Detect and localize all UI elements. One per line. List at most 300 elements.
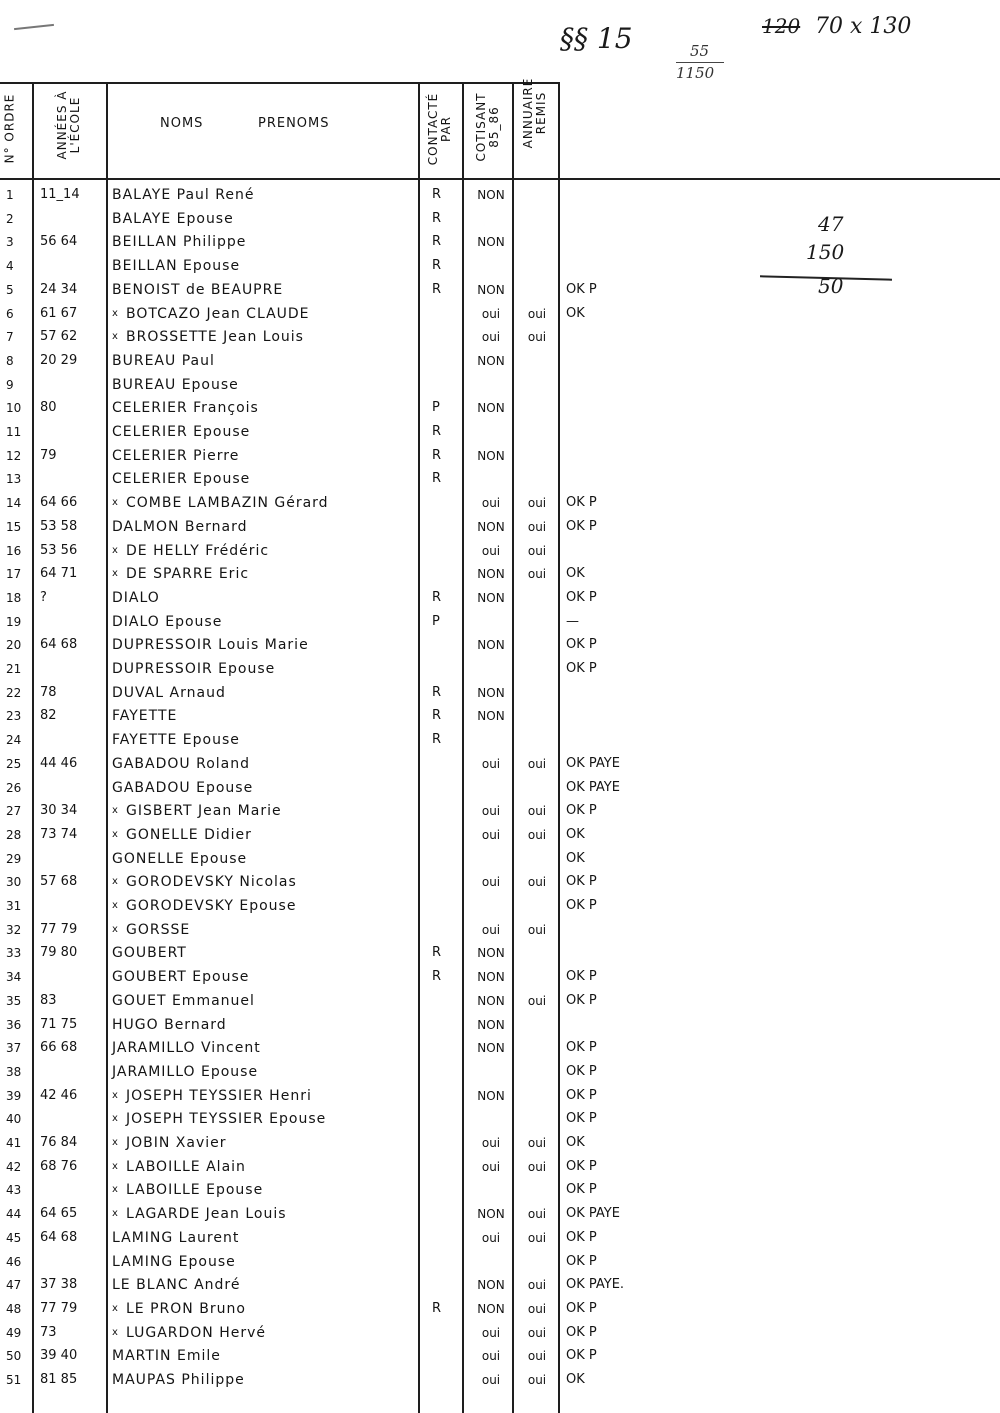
row-contact [432, 1273, 452, 1297]
row-number: 40 [6, 1112, 22, 1127]
row-cotisant: NON [477, 709, 505, 724]
row-annuaire: oui [527, 1136, 547, 1150]
row-annuaire [518, 847, 556, 871]
row-name: BEILLAN Philippe [112, 234, 247, 251]
row-name: COMBE LAMBAZIN Gérard [126, 495, 329, 512]
row-cotisant: oui [481, 1136, 501, 1150]
row-name: GORODEVSKY Epouse [126, 898, 297, 914]
row-contact [432, 1131, 452, 1155]
header-prenoms: PRENOMS [258, 116, 330, 131]
row-number: 42 [6, 1159, 22, 1174]
row-name: DALMON Bernard [112, 518, 248, 535]
row-cotisant: oui [481, 1325, 501, 1340]
row-annuaire [518, 230, 556, 254]
row-number: 24 [6, 733, 22, 748]
row-annuaire [518, 396, 556, 420]
row-cotisant [468, 467, 514, 491]
table-row [0, 870, 1000, 894]
row-contact [432, 1178, 452, 1202]
row-annuaire [518, 349, 556, 373]
row-x-mark: x [112, 876, 118, 888]
row-contact [432, 1250, 452, 1274]
row-cotisant: oui [481, 922, 501, 937]
row-contact [432, 870, 452, 894]
row-remark: OK PAYE [566, 755, 620, 771]
row-years [40, 254, 108, 278]
row-contact [432, 1107, 452, 1131]
row-years [40, 965, 108, 989]
row-contact [432, 1013, 452, 1037]
row-number: 37 [6, 1041, 22, 1056]
row-annuaire [518, 586, 556, 610]
row-cotisant: oui [481, 1230, 501, 1245]
row-number: 11 [6, 425, 22, 439]
table-row [0, 704, 1000, 728]
table-row [0, 657, 1000, 681]
row-contact [432, 1036, 452, 1060]
row-number: 16 [6, 543, 22, 558]
row-x-mark: x [112, 1113, 118, 1125]
row-number: 39 [6, 1088, 22, 1103]
row-remark [566, 704, 686, 728]
row-name: GISBERT Jean Marie [126, 803, 282, 820]
table-row [0, 989, 1000, 1013]
row-number: 28 [6, 827, 22, 842]
header-numero: N° ORDRE [2, 93, 17, 164]
row-number: 10 [6, 401, 22, 416]
row-x-mark: x [112, 307, 118, 319]
row-x-mark: x [112, 1160, 118, 1172]
row-remark: — [566, 613, 579, 629]
row-name: GOUET Emmanuel [112, 992, 255, 1009]
row-x-mark: x [112, 923, 118, 935]
row-name: JOBIN Xavier [126, 1135, 227, 1151]
row-annuaire: oui [527, 496, 547, 511]
row-remark [566, 918, 686, 942]
row-name: GORODEVSKY Nicolas [126, 874, 297, 891]
table-row [0, 1178, 1000, 1202]
row-x-mark: x [112, 497, 118, 509]
row-name: FAYETTE Epouse [112, 732, 240, 749]
row-remark: OK P [566, 1253, 597, 1269]
row-name: BEILLAN Epouse [112, 258, 241, 275]
row-contact [432, 1321, 452, 1345]
row-name: DUPRESSOIR Louis Marie [112, 637, 309, 654]
row-remark: OK P [566, 969, 597, 985]
row-remark [566, 230, 686, 254]
row-annuaire [518, 728, 556, 752]
row-annuaire [518, 1036, 556, 1060]
row-number: 26 [6, 780, 22, 795]
row-name: GOUBERT [112, 945, 187, 962]
header-contacte: CONTACTÉ PAR [426, 92, 453, 166]
row-x-mark: x [112, 828, 118, 840]
row-annuaire [518, 373, 556, 397]
table-row [0, 776, 1000, 800]
row-name: CELERIER Epouse [112, 424, 251, 440]
row-years: 79 [40, 447, 57, 463]
row-x-mark: x [112, 900, 118, 911]
row-remark: OK PAYE [566, 779, 620, 795]
row-name: JARAMILLO Vincent [112, 1040, 261, 1057]
row-name: JOSEPH TEYSSIER Epouse [126, 1111, 327, 1128]
table-row [0, 918, 1000, 942]
row-cotisant: oui [481, 827, 501, 842]
table-row [0, 1321, 1000, 1345]
row-cotisant: oui [481, 1159, 501, 1174]
row-remark: OK P [566, 1040, 597, 1056]
row-annuaire [518, 776, 556, 800]
table-row [0, 965, 1000, 989]
row-cotisant: NON [477, 401, 505, 416]
row-number: 46 [6, 1254, 22, 1269]
row-name: MARTIN Emile [112, 1348, 221, 1365]
row-number: 47 [6, 1278, 22, 1293]
table-row [0, 373, 1000, 397]
row-number: 3 [6, 235, 14, 250]
row-number: 36 [6, 1017, 22, 1032]
row-remark: OK P [566, 495, 597, 511]
table-row [0, 1226, 1000, 1250]
row-number: 25 [6, 756, 22, 771]
row-remark: OK P [566, 518, 597, 534]
row-contact [432, 657, 452, 681]
row-contact: R [432, 187, 442, 202]
row-annuaire [518, 254, 556, 278]
row-remark: OK P [566, 637, 597, 653]
row-name: LAMING Laurent [112, 1229, 240, 1246]
row-x-mark: x [112, 1302, 118, 1314]
row-remark: OK P [566, 1324, 597, 1340]
row-remark: OK P [566, 874, 597, 890]
row-years [40, 420, 108, 444]
row-x-mark: x [112, 805, 118, 817]
row-number: 51 [6, 1373, 22, 1387]
row-remark [566, 539, 686, 563]
row-number: 13 [6, 472, 22, 487]
row-name: BALAYE Epouse [112, 210, 234, 227]
margin-calc-line2: 150 [806, 240, 845, 264]
row-x-mark: x [112, 1089, 118, 1101]
row-number: 49 [6, 1325, 22, 1340]
row-contact [432, 1344, 452, 1368]
row-contact [432, 823, 452, 847]
row-remark [566, 941, 686, 965]
row-contact: R [432, 945, 442, 961]
row-annuaire: oui [527, 756, 547, 771]
row-annuaire [518, 681, 556, 705]
row-contact [432, 918, 452, 942]
row-contact [432, 1084, 452, 1108]
row-years: 66 68 [40, 1040, 78, 1056]
row-years: 71 75 [40, 1016, 78, 1032]
row-years [40, 373, 108, 397]
row-name: BUREAU Epouse [112, 376, 239, 393]
row-cotisant: NON [477, 1207, 505, 1222]
row-number: 4 [6, 259, 14, 274]
row-annuaire: oui [527, 567, 547, 582]
row-years [40, 207, 108, 231]
row-number: 34 [6, 970, 22, 985]
row-name: HUGO Bernard [112, 1016, 227, 1033]
row-years: 44 46 [40, 755, 78, 771]
crossed-value: 120 [762, 14, 801, 38]
row-years: 78 [40, 684, 57, 700]
table-row [0, 1273, 1000, 1297]
row-contact: P [432, 400, 440, 416]
row-contact: R [432, 471, 442, 487]
row-years: 73 74 [40, 826, 78, 842]
fraction-top: 55 [690, 42, 710, 60]
row-cotisant [468, 610, 514, 634]
table-row [0, 1155, 1000, 1179]
row-contact: P [432, 613, 440, 629]
row-annuaire: oui [527, 993, 547, 1008]
row-number: 9 [6, 377, 14, 392]
row-years: 57 68 [40, 874, 78, 890]
row-name: DUPRESSOIR Epouse [112, 661, 276, 677]
row-cotisant: oui [481, 496, 501, 511]
row-contact [432, 1202, 452, 1226]
row-number: 41 [6, 1136, 22, 1150]
table-row [0, 183, 1000, 207]
row-years: 83 [40, 992, 57, 1008]
row-cotisant: NON [477, 353, 505, 368]
row-x-mark: x [112, 331, 118, 343]
table-row [0, 467, 1000, 491]
row-contact [432, 539, 452, 563]
row-cotisant: NON [477, 1088, 505, 1103]
row-x-mark: x [112, 544, 118, 556]
row-name: GABADOU Roland [112, 755, 250, 772]
row-number: 43 [6, 1183, 22, 1198]
row-remark [566, 1013, 686, 1037]
row-remark: OK P [566, 1182, 597, 1198]
row-cotisant: NON [477, 188, 505, 202]
row-years: 82 [40, 708, 57, 724]
row-cotisant: NON [477, 1278, 505, 1293]
table-row [0, 823, 1000, 847]
row-remark: OK [566, 826, 585, 842]
table-row [0, 562, 1000, 586]
row-cotisant [468, 207, 514, 231]
row-years: 79 80 [40, 945, 78, 961]
row-annuaire: oui [527, 827, 547, 842]
table-row [0, 728, 1000, 752]
row-contact [432, 847, 452, 871]
row-remark [566, 183, 686, 207]
table-row [0, 799, 1000, 823]
row-annuaire [518, 278, 556, 302]
row-remark [566, 728, 686, 752]
row-contact: R [432, 969, 442, 985]
row-remark: OK P [566, 661, 597, 676]
row-annuaire [518, 657, 556, 681]
row-cotisant: NON [477, 1041, 505, 1056]
row-remark [566, 467, 686, 491]
row-cotisant [468, 847, 514, 871]
row-contact [432, 491, 452, 515]
row-annuaire: oui [527, 1325, 547, 1340]
table-row [0, 207, 1000, 231]
header-annuaire: ANNUAIRE REMIS [521, 77, 548, 149]
row-number: 18 [6, 590, 22, 605]
row-contact: R [432, 684, 442, 700]
row-contact [432, 1155, 452, 1179]
row-years: 80 [40, 400, 57, 416]
row-years: 76 84 [40, 1135, 78, 1150]
table-row [0, 491, 1000, 515]
row-contact: R [432, 732, 442, 748]
row-name: FAYETTE [112, 708, 178, 725]
table-row [0, 539, 1000, 563]
row-number: 30 [6, 875, 22, 890]
row-annuaire [518, 1178, 556, 1202]
row-cotisant: NON [477, 235, 505, 250]
row-annuaire: oui [527, 1230, 547, 1245]
row-name: BOTCAZO Jean CLAUDE [126, 305, 310, 322]
row-years: 61 67 [40, 305, 78, 321]
row-cotisant: NON [477, 448, 505, 463]
table-row [0, 1250, 1000, 1274]
row-contact [432, 799, 452, 823]
row-number: 23 [6, 709, 22, 724]
row-annuaire: oui [527, 804, 547, 819]
row-annuaire [518, 633, 556, 657]
table-row [0, 420, 1000, 444]
row-remark [566, 396, 686, 420]
row-remark: OK P [566, 1300, 597, 1316]
scan-mark [14, 24, 54, 30]
row-years: 64 68 [40, 637, 78, 653]
row-cotisant [468, 254, 514, 278]
row-annuaire: oui [527, 1301, 547, 1316]
row-cotisant: oui [481, 543, 501, 558]
table-row [0, 633, 1000, 657]
row-cotisant: oui [481, 875, 501, 890]
row-number: 15 [6, 519, 22, 534]
row-annuaire [518, 1013, 556, 1037]
row-x-mark: x [112, 1137, 118, 1148]
row-number: 48 [6, 1301, 22, 1316]
table-row [0, 1368, 1000, 1392]
row-years [40, 894, 108, 918]
row-annuaire [518, 704, 556, 728]
row-remark: OK [566, 566, 585, 582]
row-cotisant: NON [477, 1017, 505, 1032]
row-number: 45 [6, 1230, 22, 1245]
header-annees: ANNÉES À L'ÉCOLE [55, 90, 82, 160]
row-name: GORSSE [126, 921, 191, 938]
row-annuaire [518, 941, 556, 965]
row-years: 64 66 [40, 495, 78, 511]
row-annuaire: oui [527, 922, 547, 937]
row-x-mark: x [112, 1184, 118, 1196]
row-name: LE PRON Bruno [126, 1300, 246, 1317]
row-name: CELERIER Pierre [112, 447, 240, 464]
table-row [0, 230, 1000, 254]
row-years: 64 71 [40, 566, 78, 582]
row-remark: OK PAYE [566, 1206, 620, 1222]
row-annuaire [518, 610, 556, 634]
row-remark: OK P [566, 992, 597, 1008]
row-years [40, 776, 108, 800]
row-annuaire: oui [527, 1159, 547, 1174]
margin-calc-line1: 47 [818, 212, 844, 236]
table-row [0, 1060, 1000, 1084]
row-annuaire [518, 1250, 556, 1274]
table-row [0, 254, 1000, 278]
row-remark: OK [566, 1372, 585, 1387]
row-remark: OK [566, 305, 585, 321]
row-cotisant: oui [481, 1349, 501, 1364]
row-cotisant [468, 894, 514, 918]
row-name: LE BLANC André [112, 1277, 241, 1294]
row-years [40, 728, 108, 752]
row-contact [432, 325, 452, 349]
row-cotisant [468, 373, 514, 397]
row-name: LABOILLE Epouse [126, 1182, 264, 1199]
row-contact: R [432, 258, 442, 274]
row-name: DIALO [112, 589, 160, 606]
row-cotisant: NON [477, 1301, 505, 1316]
row-years: 77 79 [40, 921, 78, 937]
row-contact: R [432, 210, 442, 226]
row-cotisant [468, 1060, 514, 1084]
row-cotisant [468, 776, 514, 800]
row-name: MAUPAS Philippe [112, 1372, 245, 1388]
row-cotisant [468, 1178, 514, 1202]
row-name: GONELLE Didier [126, 826, 252, 843]
row-name: LAMING Epouse [112, 1253, 236, 1270]
row-annuaire: oui [527, 1278, 547, 1293]
row-annuaire [518, 444, 556, 468]
table-row [0, 681, 1000, 705]
row-years [40, 1250, 108, 1274]
row-annuaire: oui [527, 1373, 547, 1387]
row-remark: OK P [566, 1158, 597, 1174]
row-number: 32 [6, 922, 22, 937]
row-cotisant: NON [477, 567, 505, 582]
row-remark [566, 254, 686, 278]
row-number: 31 [6, 899, 22, 913]
row-cotisant: NON [477, 946, 505, 961]
row-number: 38 [6, 1064, 22, 1079]
row-number: 44 [6, 1207, 22, 1222]
row-years: 56 64 [40, 234, 78, 250]
row-years [40, 1178, 108, 1202]
row-annuaire: oui [527, 543, 547, 558]
table-row [0, 752, 1000, 776]
row-annuaire: oui [527, 330, 547, 345]
row-years [40, 467, 108, 491]
row-number: 19 [6, 614, 22, 629]
row-number: 29 [6, 851, 22, 866]
row-remark: OK P [566, 1063, 597, 1079]
row-remark [566, 444, 686, 468]
row-number: 27 [6, 804, 22, 819]
row-remark [566, 349, 686, 373]
row-years [40, 847, 108, 871]
row-annuaire [518, 1084, 556, 1108]
row-cotisant: oui [481, 1373, 501, 1387]
row-contact [432, 373, 452, 397]
row-number: 12 [6, 448, 22, 463]
row-number: 50 [6, 1349, 22, 1364]
row-years: 37 38 [40, 1277, 78, 1293]
row-cotisant [468, 728, 514, 752]
row-number: 7 [6, 330, 14, 345]
